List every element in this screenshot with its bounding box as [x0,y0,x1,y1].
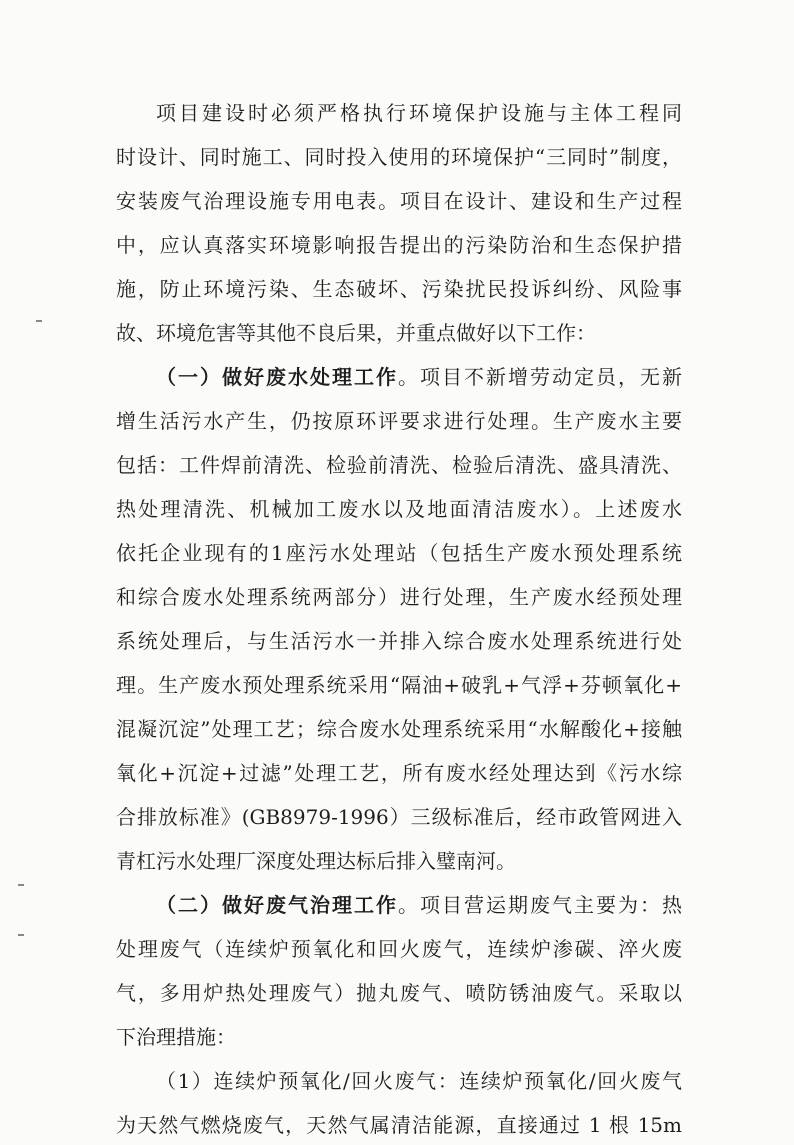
text-line: 中，应认真落实环境影响报告提出的污染防治和生态保护措 [116,233,682,257]
text-line: 合排放标准》(GB8979-1996）三级标准后，经市政管网进入 [116,805,682,829]
text-line: 项目建设时必须严格执行环境保护设施与主体工程同 [156,101,682,125]
text-line: 包括：工件焊前清洗、检验前清洗、检验后清洗、盛具清洗、 [116,453,682,477]
text-span: 。项目营运期废气主要为：热 [398,893,682,917]
text-line: （1）连续炉预氧化/回火废气：连续炉预氧化/回火废气 [156,1069,682,1093]
text-line: 青杠污水处理厂深度处理达标后排入璧南河。 [116,849,516,873]
text-line: 系统处理后，与生活污水一并排入综合废水处理系统进行处 [116,629,682,653]
text-line: 和综合废水处理系统两部分）进行处理，生产废水经预处理 [116,585,682,609]
text-line: 下治理措施： [116,1025,236,1049]
text-line: 热处理清洗、机械加工废水以及地面清洁废水）。上述废水 [116,497,682,521]
text-line: 处理废气（连续炉预氧化和回火废气，连续炉渗碳、淬火废 [116,937,682,961]
text-line: 增生活污水产生，仍按原环评要求进行处理。生产废水主要 [116,409,682,433]
section-heading-line [156,885,682,925]
text-line: 气，多用炉热处理废气）抛丸废气、喷防锈油废气。采取以 [116,981,682,1005]
text-line: 为天然气燃烧废气，天然气属清洁能源，直接通过 1 根 15m [116,1113,682,1137]
scan-speck [18,884,24,886]
scan-speck [36,320,42,322]
text-line: 安装废气治理设施专用电表。项目在设计、建设和生产过程 [116,189,682,213]
text-line: 时设计、同时施工、同时投入使用的环境保护“三同时”制度， [116,145,682,169]
text-line: 故、环境危害等其他不良后果，并重点做好以下工作： [116,321,596,345]
text-line: 施，防止环境污染、生态破坏、污染扰民投诉纠纷、风险事 [116,277,682,301]
text-line: 依托企业现有的1座污水处理站（包括生产废水预处理系统 [116,541,682,565]
gas-heading: （二）做好废气治理工作 [156,893,398,917]
text-line: 氧化+沉淀+过滤”处理工艺，所有废水经处理达到《污水综 [116,761,682,785]
scan-speck [18,934,24,936]
text-span: 。项目不新增劳动定员，无新 [398,365,682,389]
section-heading-line [156,357,682,397]
text-line: 理。生产废水预处理系统采用“隔油+破乳+气浮+芬顿氧化+ [116,673,682,697]
water-heading: （一）做好废水处理工作 [156,365,398,389]
text-line: 混凝沉淀”处理工艺；综合废水处理系统采用“水解酸化+接触 [116,717,682,741]
